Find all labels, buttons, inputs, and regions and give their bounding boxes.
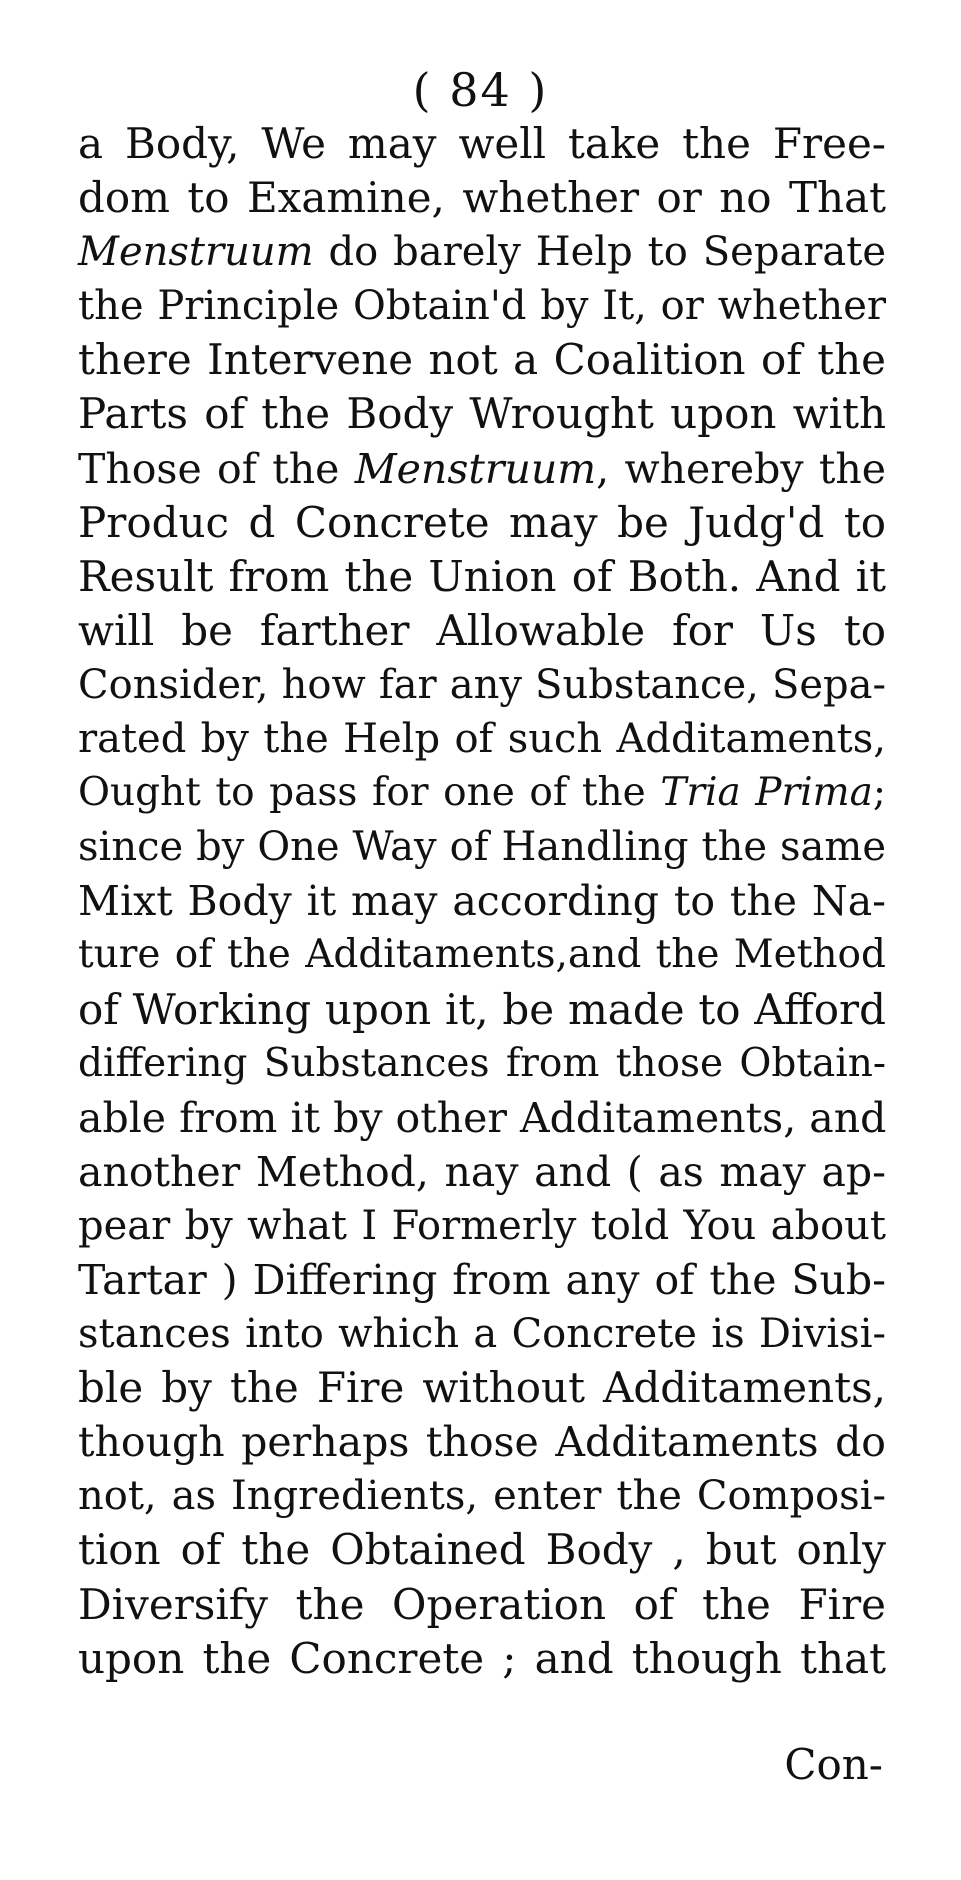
text-line: dom to Examine, whether or no That [78,173,886,223]
text-line: a Body, We may well take the Free- [78,119,886,168]
text-line: of Working upon it, be made to Afford [78,984,886,1034]
text-line: able from it by other Additaments, and [78,1093,887,1142]
body-text [78,117,886,1686]
text-line: pear by what I Formerly told You about [78,1202,886,1249]
text-line: Ought to pass for one of the Tria Prima; [78,770,887,816]
text-line: Diversify the Operation of the Fire [78,1579,886,1629]
text-line: the Principle Obtain'd by It, or whether [78,283,886,330]
text-line: since by One Way of Handling the same [78,824,886,871]
catchword: Con- [784,1740,883,1789]
text-line: there Intervene not a Coalition of the [78,335,886,385]
text-line: Consider, how far any Substance, Sepa- [78,661,886,708]
text-line: Result from the Union of Both. And it [78,551,886,601]
text-line: though perhaps those Additaments do [78,1418,886,1467]
page-number: ( 84 ) [412,63,549,117]
text-line: stances into which a Concrete is Divisi- [78,1311,886,1358]
text-line: not, as Ingredients, enter the Composi- [78,1473,886,1520]
text-line: rated by the Help of such Additaments, [78,716,886,763]
text-line: Mixt Body it may according to the Na- [78,877,886,926]
italic-term: Tria Prima [660,770,873,816]
text-line: differing Substances from those Obtain- [78,1040,886,1086]
text-line: another Method, nay and ( as may ap- [78,1147,886,1196]
text-line: will be farther Allowable for Us to [78,605,886,655]
text-line: ture of the Additaments,and the Method [78,932,886,978]
text-line: Tartar ) Differing from any of the Sub- [78,1255,886,1304]
italic-term: Menstruum [78,229,314,276]
text-line: Those of the Menstruum, whereby the [78,444,886,493]
text-line: Produc d Concrete may be Judg'd to [78,497,886,547]
text-line: tion of the Obtained Body , but only [78,1525,886,1575]
italic-term: Menstruum [354,444,597,493]
text-line: upon the Concrete ; and though that [78,1633,886,1683]
text-line: Parts of the Body Wrought upon with [78,389,886,439]
text-line: ble by the Fire without Additaments, [78,1363,886,1413]
text-line: Menstruum do barely Help to Separate [78,229,886,276]
